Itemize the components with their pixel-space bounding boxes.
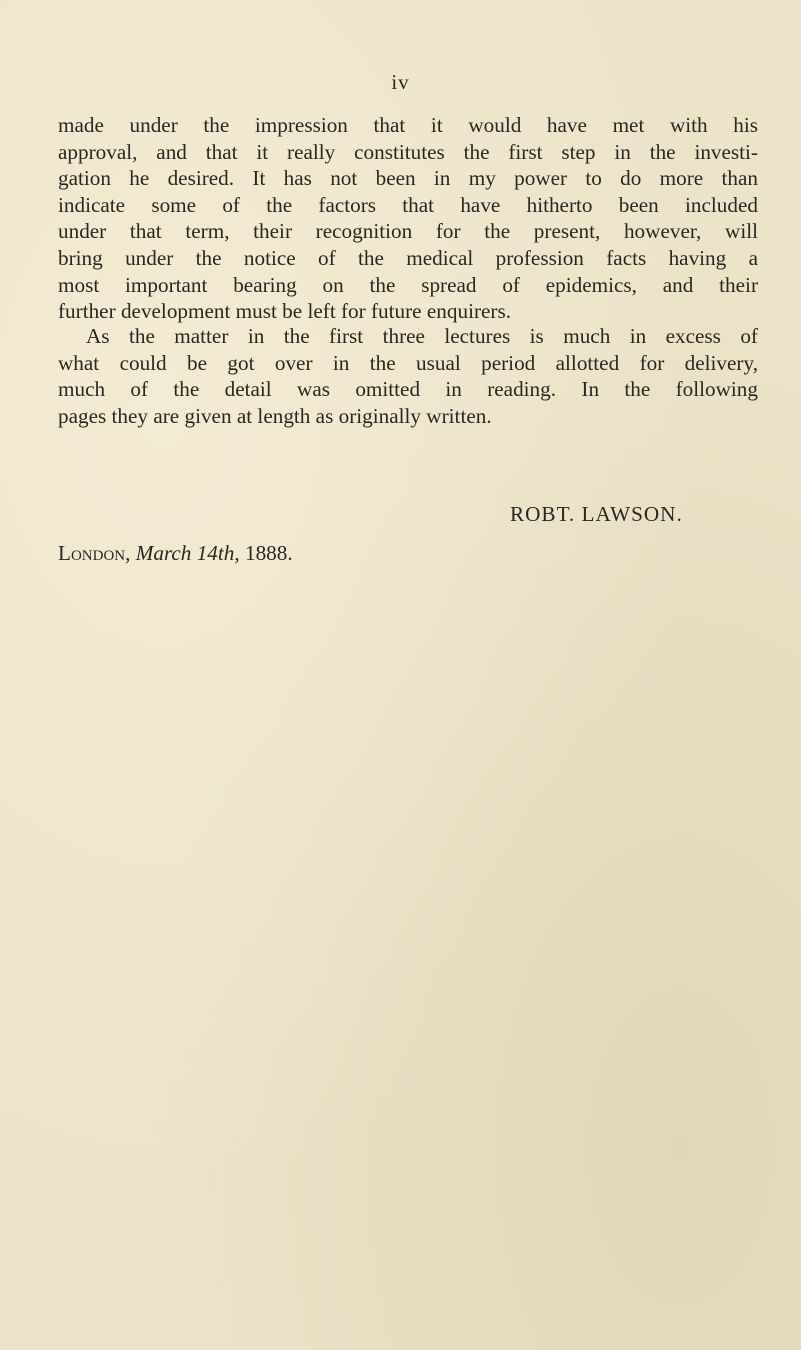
paragraph-1-line: under that term, their recognition for the present, however, will	[58, 219, 758, 244]
paragraph-1-line: made under the impression that it would have met with his	[58, 113, 758, 137]
paragraph-2-line: what could be got over in the usual period allotted for delivery,	[58, 350, 758, 375]
author-signature: ROBT. LAWSON.	[510, 502, 683, 526]
paragraph-1-line: most important bearing on the spread of epidemics, and their	[58, 272, 758, 297]
paragraph-1-line: further development must be left for future enquirers.	[58, 299, 512, 324]
dateline-date: March 14th	[135, 541, 235, 565]
paragraph-1-line: gation he desired. It has not been in my power to do more than	[58, 166, 758, 191]
dateline-place: London,	[58, 541, 131, 565]
page-number: iv	[391, 70, 410, 94]
paragraph-2-line: As the matter in the first three lectures is much in excess of	[86, 324, 758, 348]
paragraph-1-line: indicate some of the factors that have hitherto been included	[58, 192, 758, 217]
paragraph-1	[58, 112, 758, 325]
paragraph-1-line: bring under the notice of the medical profession facts having a	[58, 245, 758, 270]
paragraph-2	[58, 323, 758, 429]
paragraph-1-line: approval, and that it really constitutes the first step in the investi-	[58, 139, 758, 164]
dateline-year: , 1888.	[234, 541, 293, 565]
paragraph-2-line: pages they are given at length as originally written.	[58, 403, 492, 428]
dateline	[58, 541, 293, 566]
paragraph-2-line: much of the detail was omitted in reading. In the following	[58, 377, 758, 402]
